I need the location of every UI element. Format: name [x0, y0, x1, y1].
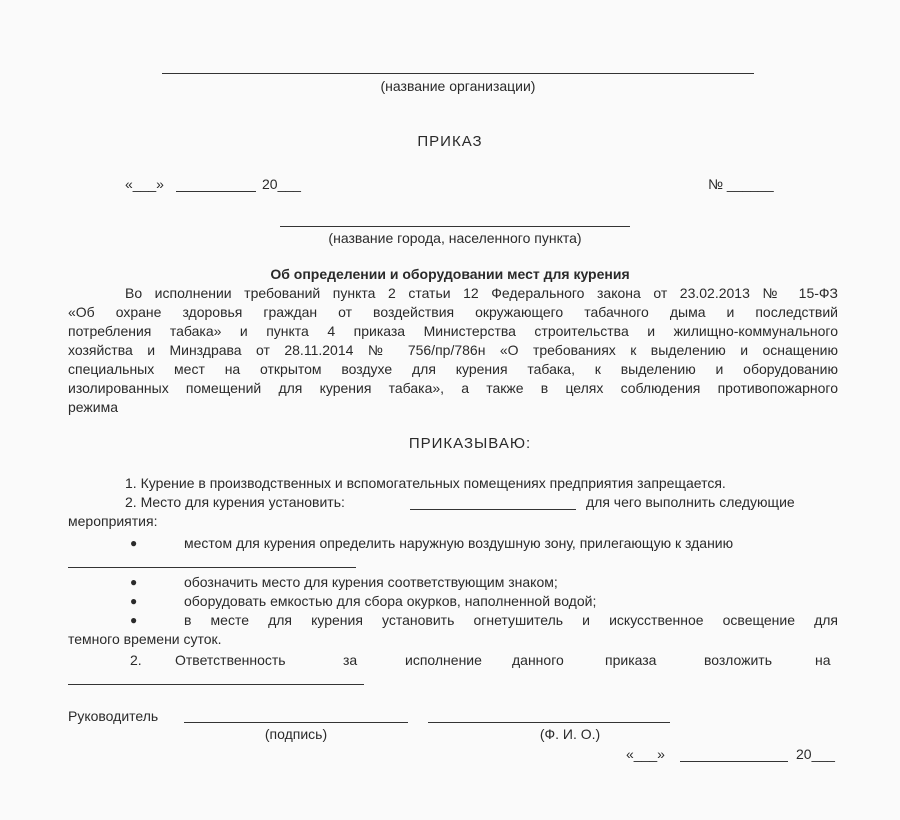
org-name-caption: (название организации): [380, 78, 536, 94]
bullet-icon: ●: [130, 594, 138, 608]
item-3-word: 2.: [130, 652, 142, 668]
order-word: ПРИКАЗЫВАЮ:: [408, 435, 532, 452]
fio-line: [428, 722, 670, 723]
item-2-start: 2. Место для курения установить:: [125, 494, 345, 510]
order-subject: Об определении и оборудовании мест для курения: [270, 266, 630, 282]
city-name-caption: (название города, населенного пункта): [328, 230, 582, 246]
preamble-line: специальных мест на открытом воздухе для курения табака, к выделению и оборудованию: [68, 361, 838, 377]
fio-caption: (Ф. И. О.): [539, 726, 601, 742]
responsible-line: [68, 684, 364, 685]
preamble-line: хозяйства и Минздрава от 28.11.2014 № 756/пр/786н «О требованиях к выделению и оснащению: [68, 342, 838, 358]
date-year: 20___: [262, 176, 301, 192]
preamble-line: «Об охране здоровья граждан от воздействия окружающего табачного дыма и последствий: [68, 304, 838, 320]
bullet-1: местом для курения определить наружную воздушную зону, прилегающую к зданию: [184, 535, 734, 551]
item-3-word: возложить: [704, 652, 773, 668]
item-1: 1. Курение в производственных и вспомогательных помещениях предприятия запрещается.: [125, 475, 726, 491]
item-3-word: исполнение: [405, 652, 482, 668]
preamble-line: потребления табака» и пункта 4 приказа Министерства строительства и жилищно-коммунального: [68, 323, 838, 339]
footer-date-month-line: [680, 761, 788, 762]
date-day: «___»: [125, 176, 164, 192]
bullet-icon: ●: [130, 575, 138, 589]
smoking-place-line: [410, 509, 576, 510]
order-number: № ______: [708, 176, 774, 192]
signature-line: [184, 722, 408, 723]
preamble-line: изолированных помещений для курения табака», а также в целях соблюдения противопожарного: [68, 380, 838, 396]
item-3-word: Ответственность: [175, 652, 286, 668]
bullet-2: обозначить место для курения соответствующим знаком;: [184, 574, 558, 590]
item-3-word: за: [343, 652, 358, 668]
bullet-icon: ●: [130, 613, 138, 627]
footer-date-day: «___»: [626, 746, 665, 762]
bullet-1-line: [68, 567, 356, 568]
item-3-word: на: [815, 652, 831, 668]
bullet-icon: ●: [130, 536, 138, 550]
footer-date-year: 20___: [796, 746, 835, 762]
item-3-word: приказа: [605, 652, 657, 668]
city-name-line: [280, 226, 630, 227]
date-month-line: [176, 191, 256, 192]
order-title: ПРИКАЗ: [417, 133, 483, 150]
head-label: Руководитель: [68, 708, 159, 724]
item-2-cont: мероприятия:: [68, 513, 158, 529]
bullet-4: в месте для курения установить огнетушитель и искусственное освещение для: [184, 612, 838, 628]
item-2-end: для чего выполнить следующие: [586, 494, 795, 510]
org-name-line: [162, 73, 754, 74]
preamble-line: Во исполнении требований пункта 2 статьи 12 Федерального закона от 23.02.2013 № 15-ФЗ: [125, 285, 838, 301]
bullet-3: оборудовать емкостью для сбора окурков, наполненной водой;: [184, 593, 597, 609]
signature-caption: (подпись): [264, 726, 328, 742]
bullet-4-cont: темного времени суток.: [68, 631, 222, 647]
preamble-line: режима: [68, 399, 119, 415]
item-3-word: данного: [512, 652, 564, 668]
